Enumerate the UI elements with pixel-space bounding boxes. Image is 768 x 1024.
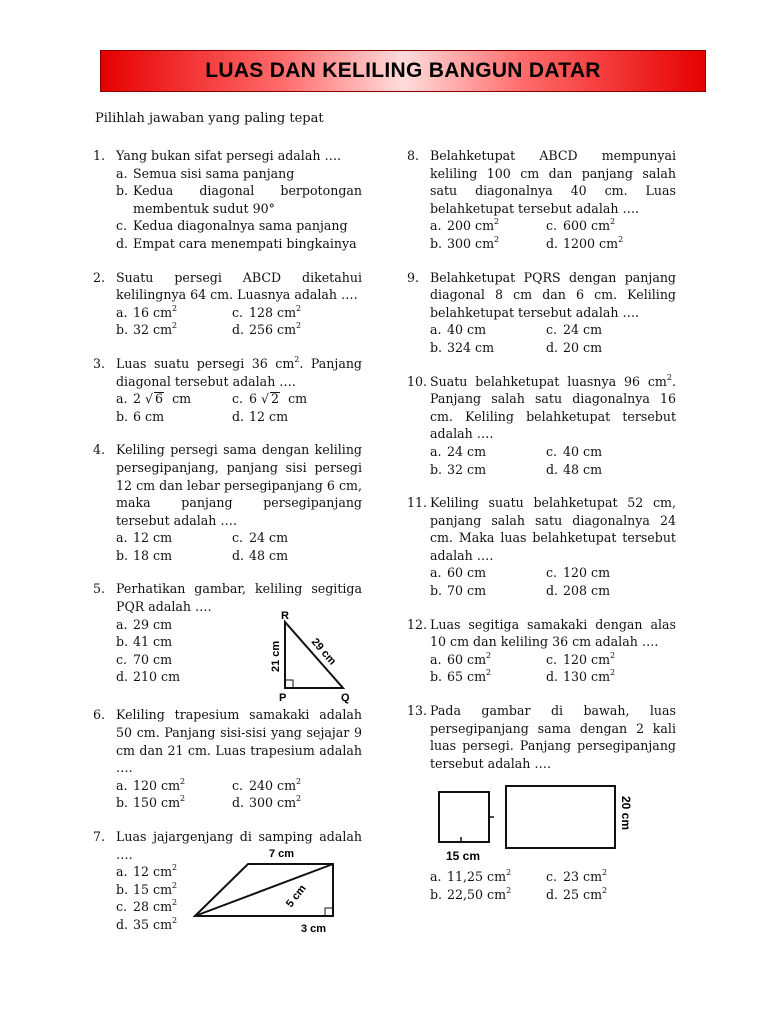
option-c[interactable]: c. 600 $cm^2$ — [546, 217, 616, 234]
question-text: Suatu belahketupat luasnya 96 $cm^2$. Panjang salah satu diagonalnya 16 cm. Keliling belahketupat tersebut adalah …. — [430, 372, 676, 442]
top-side-label: 7 cm — [269, 848, 295, 861]
option-a[interactable]: a. 200 $cm^2$ — [430, 217, 500, 234]
option-b[interactable]: b. 6 cm — [116, 408, 165, 424]
option-a[interactable]: a. 24 cm — [430, 443, 487, 459]
question-text: Keliling trapesium samakaki adalah 50 cm. Panjang sisi-sisi yang sejajar 9 cm dan 21 cm. Luas trapesium adalah …. — [116, 707, 362, 776]
option-c[interactable]: c. 6 √ 2 cm — [232, 391, 308, 407]
option-b[interactable]: b. Kedua diagonal berpotongan membentuk sudut 90° — [116, 183, 362, 216]
option-d[interactable]: d. 256 $cm^2$ — [232, 321, 302, 338]
option-d[interactable]: d. 210 cm — [116, 669, 181, 685]
question-4: 4. Keliling persegi sama dengan keliling persegipanjang, panjang sisi persegi 12 cm dan lebar persegipanjang 6 cm, maka panjang persegipanjang tersebut adalah …. a. 12 cm c. 24 cm b. 18 cm d. 48 cm — [93, 442, 362, 563]
option-a[interactable]: a. 2 √ 6 cm — [116, 391, 192, 407]
option-c[interactable]: c. 24 cm — [546, 322, 603, 338]
option-a[interactable]: a. Semua sisi sama panjang — [116, 165, 295, 181]
question-text: Keliling suatu belahketupat 52 cm, panjang salah satu diagonalnya 24 cm. Maka luas belahketupat tersebut adalah …. — [430, 495, 676, 563]
vertex-q-label: Q — [341, 692, 350, 705]
option-c[interactable]: c. 120 $cm^2$ — [546, 650, 616, 667]
question-text: Perhatikan gambar, keliling segitiga PQR adalah …. — [116, 581, 362, 615]
option-d[interactable]: d. 300 $cm^2$ — [232, 794, 302, 811]
left-column — [95, 147, 362, 954]
option-a[interactable]: a. 12 cm — [116, 530, 173, 546]
triangle-pqr-figure — [265, 610, 361, 705]
question-text: Luas jajargenjang di samping adalah …. — [116, 829, 362, 862]
question-6: 6. Keliling trapesium samakaki adalah 50 cm. Panjang sisi-sisi yang sejajar 9 cm dan 21 cm. Luas trapesium adalah …. a. 120 $cm^2$ c. 240 $cm^2$ b. 150 $cm^2$ d. 300 $cm^2$ — [93, 707, 362, 811]
option-c[interactable]: c. 128 $cm^2$ — [232, 303, 302, 320]
square-shape — [439, 792, 489, 842]
option-b[interactable]: b. 65 $cm^2$ — [430, 668, 492, 685]
question-11: 11. Keliling suatu belahketupat 52 cm, panjang salah satu diagonalnya 24 cm. Maka luas belahketupat tersebut adalah …. a. 60 cm c. 120 cm b. 70 cm d. 208 cm — [407, 495, 676, 599]
bottom-side-label: 3 cm — [301, 923, 327, 936]
question-text: Suatu persegi ABCD diketahui kelilingnya 64 cm. Luasnya adalah …. — [116, 269, 362, 303]
question-text: Belahketupat ABCD mempunyai keliling 100 cm dan panjang salah satu diagonalnya 40 cm. Luas belahketupat tersebut adalah …. — [430, 148, 676, 216]
question-2: 2. Suatu persegi ABCD diketahui kelilingnya 64 cm. Luasnya adalah …. a. 16 $cm^2$ c. 128 $cm^2$ b. 32 $cm^2$ d. 256 $cm^2$ — [93, 269, 362, 338]
question-9: 9. Belahketupat PQRS dengan panjang diagonal 8 cm dan 6 cm. Keliling belahketupat tersebut adalah …. a. 40 cm c. 24 cm b. 324 cm d. 20 cm — [407, 269, 676, 355]
right-column — [409, 147, 676, 920]
question-text: Belahketupat PQRS dengan panjang diagonal 8 cm dan 6 cm. Keliling belahketupat tersebut adalah …. — [430, 269, 676, 320]
option-a[interactable]: a. 60 cm — [430, 565, 487, 581]
option-a[interactable]: a. 16 $cm^2$ — [116, 303, 178, 320]
option-d[interactable]: d. 20 cm — [546, 339, 603, 355]
option-d[interactable]: d. 1200 $cm^2$ — [546, 234, 624, 251]
option-a[interactable]: a. 60 $cm^2$ — [430, 650, 492, 667]
question-text: Keliling persegi sama dengan keliling persegipanjang, panjang sisi persegi 12 cm dan lebar persegipanjang 6 cm, maka panjang persegipanjang tersebut adalah …. — [116, 442, 362, 528]
option-d[interactable]: d. 25 $cm^2$ — [546, 886, 608, 902]
option-b[interactable]: b. 18 cm — [116, 547, 173, 563]
question-text: Luas segitiga samakaki dengan alas 10 cm dan keliling 36 cm adalah …. — [430, 616, 676, 650]
option-b[interactable]: b. 32 $cm^2$ — [116, 321, 178, 338]
diagonal-line — [195, 864, 333, 916]
option-a[interactable]: a. 120 $cm^2$ — [116, 776, 186, 793]
vertex-p-label: P — [279, 692, 287, 705]
option-d[interactable]: d. 48 cm — [546, 461, 603, 477]
option-d[interactable]: d. 35 $cm^2$ — [116, 916, 178, 932]
question-13: 13. Pada gambar di bawah, luas persegipanjang sama dengan 2 kali luas persegi. Panjang persegipanjang tersebut adalah …. 15 cm 20 cm a. 11,25 $cm^2$ c. 23 $cm^2$ b. 22,50 $cm^2$ d. 25 $cm^2$ — [407, 703, 676, 902]
option-a[interactable]: a. 29 cm — [116, 616, 173, 632]
question-7: 7. Luas jajargenjang di samping adalah …. a. 12 $cm^2$ b. 15 $cm^2$ c. 28 $cm^2$ d. 35 $cm^2$ 7 cm 5 cm 3 cm — [95, 828, 362, 938]
option-c[interactable]: c. Kedua diagonalnya sama panjang — [116, 218, 348, 234]
option-d[interactable]: d. Empat cara menempati bingkainya — [116, 235, 357, 251]
side-pr-label: 21 cm — [270, 641, 282, 673]
question-10: 10. Suatu belahketupat luasnya 96 $cm^2$. Panjang salah satu diagonalnya 16 cm. Keliling belahketupat tersebut adalah …. a. 24 cm c. 40 cm b. 32 cm d. 48 cm — [407, 372, 676, 477]
option-c[interactable]: c. 40 cm — [546, 443, 603, 459]
option-c[interactable]: c. 70 cm — [116, 651, 173, 667]
option-b[interactable]: b. 324 cm — [430, 339, 495, 355]
option-c[interactable]: c. 28 $cm^2$ — [116, 898, 178, 915]
square-side-label: 15 cm — [446, 849, 481, 864]
rectangle-shape — [506, 786, 615, 848]
option-b[interactable]: b. 32 cm — [430, 461, 487, 477]
rect-height-label: 20 cm — [619, 796, 633, 831]
question-text: Pada gambar di bawah, luas persegipanjang sama dengan 2 kali luas persegi. Panjang persegipanjang tersebut adalah …. — [430, 703, 676, 771]
title-banner — [100, 50, 706, 92]
option-a[interactable]: a. 40 cm — [430, 322, 487, 338]
question-5: 5. Perhatikan gambar, keliling segitiga PQR adalah …. a. 29 cm b. 41 cm c. 70 cm d. 210 cm R P Q 21 cm 29 cm — [93, 581, 362, 705]
option-c[interactable]: c. 23 $cm^2$ — [546, 868, 608, 885]
question-8: 8. Belahketupat ABCD mempunyai keliling 100 cm dan panjang salah satu diagonalnya 40 cm. Luas belahketupat tersebut adalah …. a. 200 $cm^2$ c. 600 $cm^2$ b. 300 $cm^2$ d. 1200 $cm^2$ — [407, 148, 676, 251]
vertex-r-label: R — [281, 610, 289, 623]
right-angle-mark — [325, 908, 333, 916]
option-d[interactable]: d. 130 $cm^2$ — [546, 668, 616, 685]
instruction: Pilihlah jawaban yang paling tepat — [95, 111, 324, 126]
parallelogram-figure — [193, 848, 363, 938]
option-b[interactable]: b. 15 $cm^2$ — [116, 880, 178, 897]
option-c[interactable]: c. 240 $cm^2$ — [232, 776, 302, 793]
page-title: LUAS DAN KELILING BANGUN DATAR — [205, 59, 601, 82]
option-d[interactable]: d. 12 cm — [232, 408, 289, 424]
option-a[interactable]: a. 11,25 $cm^2$ — [430, 868, 512, 885]
question-1: 1. Yang bukan sifat persegi adalah …. a. Semua sisi sama panjang b. Kedua diagonal berpotongan membentuk sudut 90° c. Kedua diagonalnya sama panjang d. Empat cara menempati bingkainya — [93, 148, 362, 251]
question-text: Luas suatu persegi 36 $cm^2$. Panjang diagonal tersebut adalah …. — [116, 354, 362, 389]
option-c[interactable]: c. 24 cm — [232, 530, 289, 546]
option-b[interactable]: b. 300 $cm^2$ — [430, 234, 500, 251]
option-d[interactable]: d. 208 cm — [546, 583, 611, 599]
option-a[interactable]: a. 12 $cm^2$ — [116, 863, 178, 880]
side-rq-label: 29 cm — [308, 636, 339, 668]
option-b[interactable]: b. 22,50 $cm^2$ — [430, 886, 512, 902]
square-rectangle-figure — [436, 782, 676, 864]
question-3: 3. Luas suatu persegi 36 $cm^2$. Panjang diagonal tersebut adalah …. a. 2 √ 6 cm c. 6 √ 2 cm b. 6 cm d. 12 cm — [93, 354, 362, 424]
question-12: 12. Luas segitiga samakaki dengan alas 10 cm dan keliling 36 cm adalah …. a. 60 $cm^2$ c. 120 $cm^2$ b. 65 $cm^2$ d. 130 $cm^2$ — [407, 616, 676, 685]
diagonal-label: 5 cm — [283, 882, 309, 910]
option-b[interactable]: b. 70 cm — [430, 583, 487, 599]
option-b[interactable]: b. 41 cm — [116, 634, 173, 650]
right-angle-mark — [285, 680, 293, 688]
option-c[interactable]: c. 120 cm — [546, 565, 611, 581]
question-text: Yang bukan sifat persegi adalah …. — [116, 148, 342, 163]
option-d[interactable]: d. 48 cm — [232, 547, 289, 563]
option-b[interactable]: b. 150 $cm^2$ — [116, 794, 186, 811]
